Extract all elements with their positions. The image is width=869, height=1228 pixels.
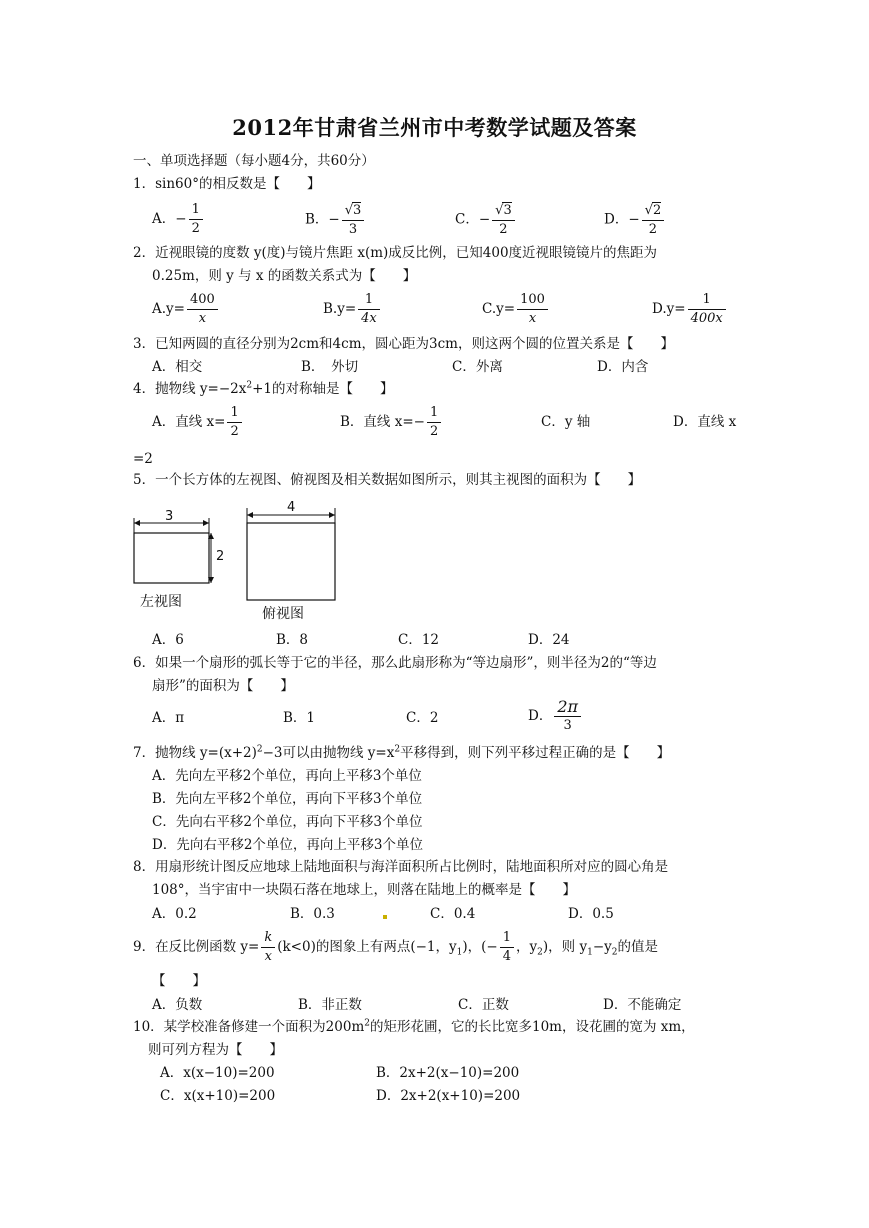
q9-frac2-num: 1 bbox=[500, 930, 514, 948]
q9-sub3: 1 bbox=[587, 947, 593, 958]
q9-option-c: C．正数 bbox=[458, 997, 509, 1013]
top-view-figure bbox=[247, 508, 335, 600]
q9-sub1: 1 bbox=[456, 947, 463, 958]
q1-b-num: 3 bbox=[353, 203, 362, 218]
q1-d-num: 2 bbox=[652, 203, 662, 218]
q5-option-b: B．8 bbox=[276, 632, 309, 648]
section-heading: 一、单项选择题（每小题4分，共60分） bbox=[133, 153, 375, 169]
q2-d-fraction bbox=[688, 292, 726, 327]
q7-option-c: C．先向右平移2个单位，再向下平移3个单位 bbox=[152, 814, 423, 830]
q7-stem-sup2: 2 bbox=[394, 744, 401, 755]
q3-option-c: C．外离 bbox=[452, 359, 503, 375]
q2-option-d bbox=[652, 292, 728, 327]
q2-a-num: 400 bbox=[187, 292, 218, 310]
question-8-stem-line2: 108°，当宇宙中一块陨石落在地球上，则落在陆地上的概率是【 】 bbox=[152, 882, 577, 898]
q9-k-over-x bbox=[261, 930, 275, 965]
q5-option-c: C．12 bbox=[398, 632, 440, 648]
q4-stem-a: 4．抛物线 y=−2x bbox=[133, 381, 247, 397]
left-view-figure bbox=[134, 518, 214, 583]
q2-c-fraction bbox=[517, 292, 548, 327]
question-6-stem-line2: 扇形”的面积为【 】 bbox=[152, 678, 294, 694]
q9-frac2-den: 4 bbox=[502, 949, 512, 964]
q9-stem-c: )，(− bbox=[462, 939, 498, 955]
q3-option-a: A．相交 bbox=[152, 359, 203, 375]
q1-d-prefix: D．− bbox=[604, 211, 640, 228]
arrow-head-icon bbox=[203, 520, 209, 526]
q1-option-b bbox=[305, 202, 366, 238]
q10-option-c: C．x(x+10)=200 bbox=[160, 1088, 276, 1104]
q4-a-den: 2 bbox=[230, 424, 239, 439]
q2-c-num: 100 bbox=[517, 292, 548, 310]
top-view-rect bbox=[247, 523, 335, 600]
q9-sub4: 2 bbox=[611, 947, 618, 958]
question-6-stem-line1: 6．如果一个扇形的弧长等于它的半径，那么此扇形称为“等边扇形”，则半径为2的“等边 bbox=[133, 655, 657, 671]
q4-b-prefix: B．直线 x=− bbox=[340, 414, 425, 430]
q9-answer-bracket: 【 】 bbox=[152, 973, 206, 989]
q8-option-c: C．0.4 bbox=[430, 906, 476, 922]
q5-option-d: D．24 bbox=[528, 632, 570, 648]
question-7-stem bbox=[133, 744, 670, 762]
q9-option-b: B．非正数 bbox=[298, 997, 362, 1013]
q9-stem-a: 9．在反比例函数 y= bbox=[133, 939, 260, 955]
q2-b-num: 1 bbox=[358, 292, 380, 310]
question-8-stem-line1: 8．用扇形统计图反应地球上陆地面积与海洋面积所占比例时，陆地面积所对应的圆心角是 bbox=[133, 859, 669, 875]
q6-d-prefix: D． bbox=[528, 708, 553, 724]
q4-stem-sup: 2 bbox=[246, 380, 253, 391]
q4-option-c: C．y 轴 bbox=[541, 414, 591, 430]
q2-d-prefix: D.y= bbox=[652, 301, 686, 317]
q5-option-a: A．6 bbox=[152, 632, 184, 648]
left-view-caption: 左视图 bbox=[140, 594, 182, 610]
q9-stem-g: 的值是 bbox=[617, 939, 658, 955]
q9-quarter bbox=[500, 930, 514, 965]
question-10-stem-line2: 则可列方程为【 】 bbox=[148, 1042, 283, 1058]
left-view-width-label: 3 bbox=[165, 509, 174, 524]
q1-c-fraction bbox=[492, 202, 515, 238]
q6-option-d bbox=[528, 699, 583, 734]
q9-sub2: 2 bbox=[537, 947, 543, 958]
q8-option-b: B．0.3 bbox=[290, 906, 335, 922]
q4-b-num: 1 bbox=[427, 405, 441, 423]
q10-stem-sup: 2 bbox=[364, 1018, 370, 1029]
q10-option-b: B．2x+2(x−10)=200 bbox=[376, 1065, 520, 1081]
q7-option-d: D．先向右平移2个单位，再向上平移3个单位 bbox=[152, 837, 424, 853]
arrow-head-icon bbox=[247, 512, 253, 518]
q1-b-den: 3 bbox=[348, 222, 358, 237]
q4-option-d: D．直线 x bbox=[673, 414, 737, 430]
q1-b-prefix: B．− bbox=[305, 211, 340, 228]
q2-a-den: x bbox=[198, 311, 207, 326]
q6-d-den: 3 bbox=[563, 718, 572, 733]
q4-b-den: 2 bbox=[429, 424, 439, 439]
q9-stem-f: −y bbox=[592, 939, 612, 955]
q1-d-num-wrap: √2 bbox=[642, 202, 665, 221]
q4-a-prefix: A．直线 x= bbox=[152, 414, 226, 430]
q2-c-den: x bbox=[528, 311, 537, 326]
q1-option-d bbox=[604, 202, 666, 238]
q7-stem-sup: 2 bbox=[256, 744, 263, 755]
q3-option-d: D．内含 bbox=[597, 359, 649, 375]
q10-stem-a: 10．某学校准备修建一个面积为200m bbox=[133, 1019, 365, 1035]
q2-b-prefix: B.y= bbox=[323, 301, 357, 317]
q1-a-prefix: A．− bbox=[152, 211, 187, 227]
q2-d-den: 400x bbox=[690, 311, 723, 326]
question-4-stem bbox=[133, 380, 393, 398]
q9-option-a: A．负数 bbox=[152, 997, 203, 1013]
q2-b-fraction bbox=[358, 292, 380, 327]
q6-d-num: 2π bbox=[554, 699, 581, 717]
question-2-stem-line2: 0.25m，则 y 与 x 的函数关系式为【 】 bbox=[152, 268, 417, 284]
q9-option-d: D．不能确定 bbox=[603, 997, 682, 1013]
q1-d-fraction bbox=[642, 202, 665, 238]
top-view-caption: 俯视图 bbox=[262, 606, 304, 622]
q1-option-c bbox=[455, 202, 517, 238]
q2-a-fraction bbox=[187, 292, 218, 327]
q8-option-a: A．0.2 bbox=[152, 906, 197, 922]
question-5-stem: 5．一个长方体的左视图、俯视图及相关数据如图所示，则其主视图的面积为【 】 bbox=[133, 472, 642, 488]
q9-stem-e: )，则 y bbox=[542, 939, 588, 955]
q1-a-den: 2 bbox=[191, 221, 200, 236]
q1-a-num: 1 bbox=[189, 202, 203, 220]
q1-b-num-wrap: √3 bbox=[342, 202, 365, 221]
stray-dot bbox=[383, 915, 387, 919]
q4-a-num: 1 bbox=[227, 405, 241, 423]
q6-option-b: B．1 bbox=[283, 710, 316, 726]
q7-option-b: B．先向左平移2个单位，再向下平移3个单位 bbox=[152, 791, 423, 807]
q4-option-a bbox=[152, 405, 244, 440]
q7-option-a: A．先向左平移2个单位，再向上平移3个单位 bbox=[152, 768, 422, 784]
q3-option-b: B． 外切 bbox=[301, 359, 359, 375]
arrow-head-icon bbox=[329, 512, 335, 518]
q6-option-a: A．π bbox=[152, 710, 185, 726]
q1-a-fraction bbox=[189, 202, 203, 237]
q1-c-prefix: C．− bbox=[455, 211, 491, 228]
q1-d-den: 2 bbox=[648, 222, 658, 237]
q2-option-a bbox=[152, 292, 220, 327]
left-view-rect bbox=[134, 533, 209, 583]
q1-c-den: 2 bbox=[499, 222, 508, 237]
arrow-head-icon bbox=[134, 520, 140, 526]
q4-option-d-continued: =2 bbox=[133, 451, 153, 467]
q2-d-num: 1 bbox=[688, 292, 726, 310]
q9-stem-d: ，y bbox=[516, 939, 538, 955]
q2-option-c bbox=[482, 292, 550, 327]
q4-option-b bbox=[340, 405, 443, 440]
question-2-stem-line1: 2．近视眼镜的度数 y(度)与镜片焦距 x(m)成反比例，已知400度近视眼镜镜片的焦距为 bbox=[133, 245, 658, 261]
q7-stem-a: 7．抛物线 y=(x+2) bbox=[133, 745, 257, 761]
q10-stem-b: 的矩形花圃，它的长比宽多10m，设花圃的宽为 xm， bbox=[369, 1019, 695, 1035]
q2-a-prefix: A.y= bbox=[152, 301, 185, 317]
question-3-stem: 3．已知两圆的直径分别为2cm和4cm，圆心距为3cm，则这两个圆的位置关系是【 】 bbox=[133, 336, 674, 352]
page-title: 2012年甘肃省兰州市中考数学试题及答案 bbox=[232, 115, 637, 140]
top-view-width-label: 4 bbox=[287, 500, 296, 515]
q6-option-c: C．2 bbox=[406, 710, 439, 726]
q1-b-fraction bbox=[342, 202, 365, 238]
q7-stem-b: −3可以由抛物线 y=x bbox=[262, 745, 395, 761]
q10-option-d: D．2x+2(x+10)=200 bbox=[376, 1088, 521, 1104]
q9-frac-num: k bbox=[261, 930, 275, 948]
left-view-height-label: 2 bbox=[216, 549, 225, 564]
q4-b-fraction bbox=[427, 405, 441, 440]
q9-frac-den: x bbox=[264, 949, 272, 964]
q4-stem-b: +1的对称轴是【 】 bbox=[252, 381, 394, 397]
q7-stem-c: 平移得到，则下列平移过程正确的是【 】 bbox=[400, 745, 671, 761]
q10-option-a: A．x(x−10)=200 bbox=[160, 1065, 275, 1081]
q2-c-prefix: C.y= bbox=[482, 301, 516, 317]
q4-a-fraction bbox=[227, 405, 241, 440]
question-1-stem: 1．sin60°的相反数是【 】 bbox=[133, 176, 321, 192]
question-9-stem bbox=[133, 930, 658, 965]
q8-option-d: D．0.5 bbox=[568, 906, 614, 922]
question-10-stem-line1 bbox=[133, 1018, 695, 1036]
q1-c-num-wrap: √3 bbox=[492, 202, 515, 221]
q1-c-num: 3 bbox=[503, 203, 512, 218]
q9-stem-b: (k<0)的图象上有两点(−1，y bbox=[277, 939, 457, 955]
q2-option-b bbox=[323, 292, 382, 327]
q2-b-den: 4x bbox=[361, 311, 377, 326]
q6-d-fraction bbox=[554, 699, 581, 734]
q1-option-a bbox=[152, 202, 205, 237]
